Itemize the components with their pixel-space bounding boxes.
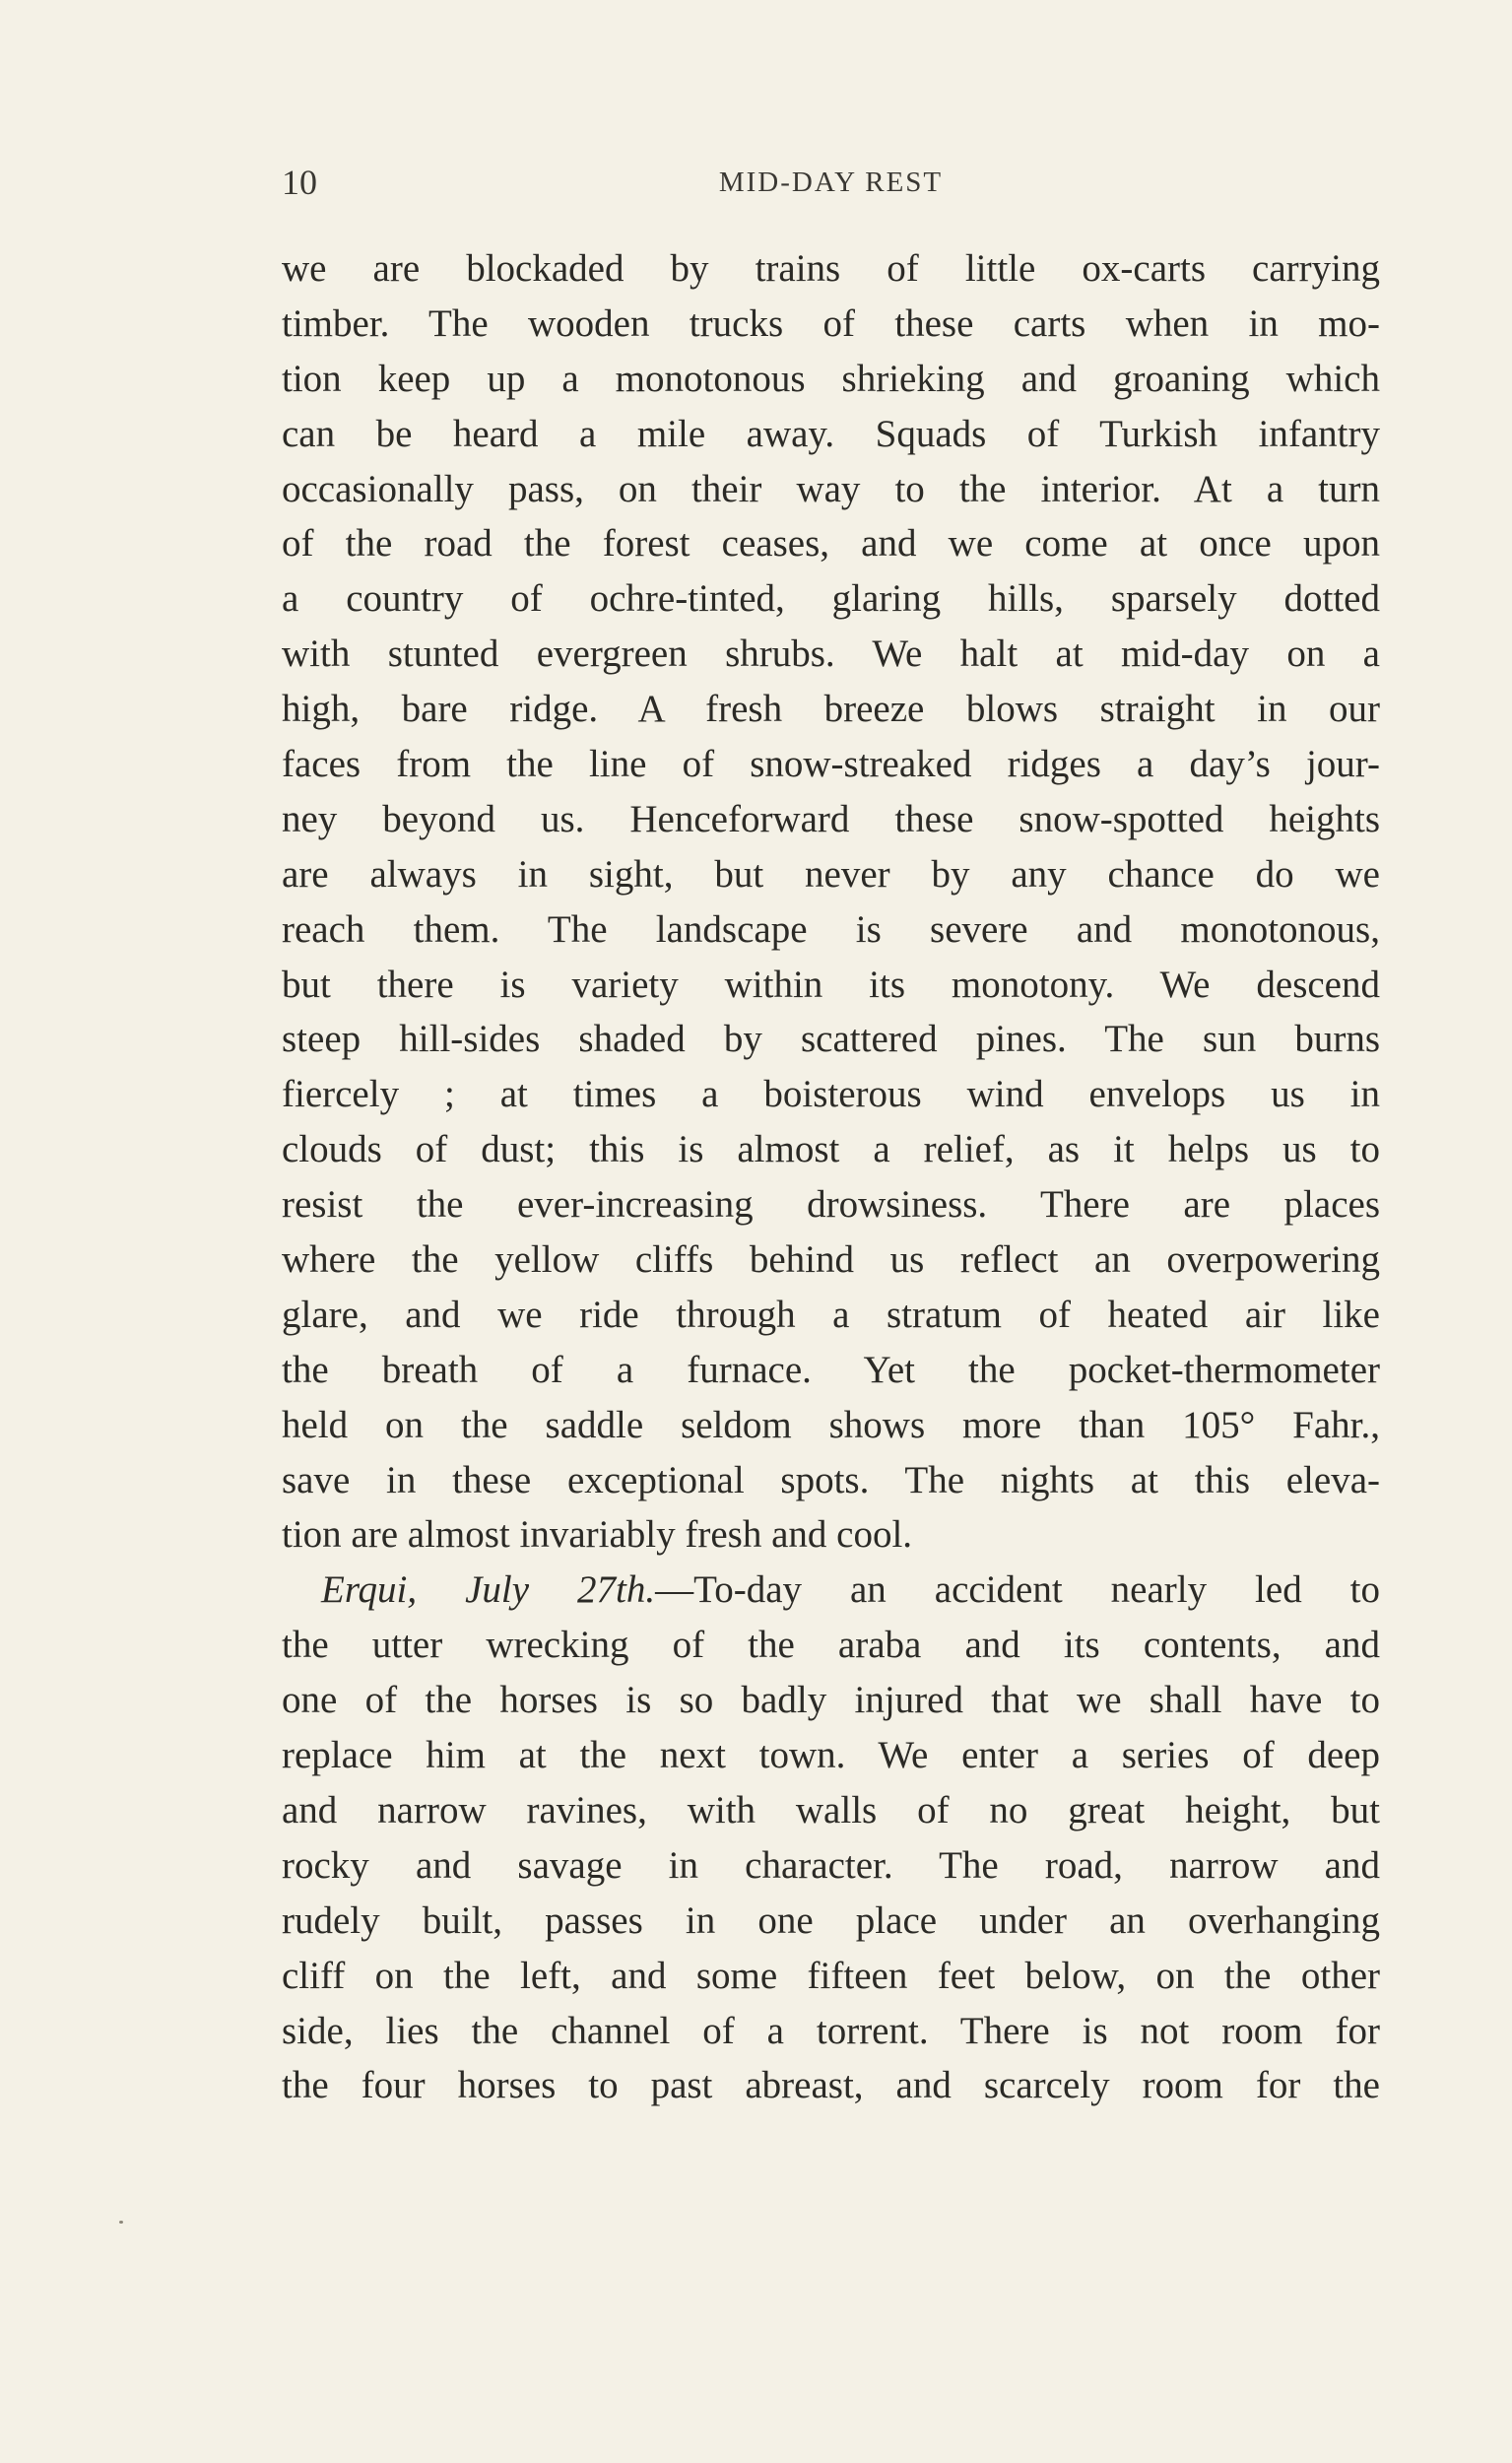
text-line: rocky and savage in character. The road, narrow and (282, 1843, 1380, 1887)
text-line: resist the ever-increasing drowsiness. There are places (282, 1183, 1380, 1227)
text-line: clouds of dust; this is almost a relief, as it helps us to (282, 1128, 1380, 1171)
paper-speck (119, 2221, 123, 2224)
text-line: can be heard a mile away. Squads of Turkish infantry (282, 412, 1380, 455)
text-line: side, lies the channel of a torrent. There is not room for (282, 2009, 1380, 2052)
diary-entry-line (282, 1563, 1380, 1618)
text-line: replace him at the next town. We enter a series of deep (282, 1734, 1380, 1777)
text-line: are always in sight, but never by any chance do we (282, 852, 1380, 896)
text-line: a country of ochre-tinted, glaring hills, sparsely dotted (282, 577, 1380, 621)
text-line: tion are almost invariably fresh and cool. (282, 1513, 913, 1557)
text-line: of the road the forest ceases, and we come at once upon (282, 522, 1380, 566)
text-line: timber. The wooden trucks of these carts when in mo- (282, 301, 1380, 345)
text-line: and narrow ravines, with walls of no great height, but (282, 1788, 1380, 1831)
text-line: tion keep up a monotonous shrieking and groaning which (282, 357, 1380, 400)
entry-date: July 27th. (465, 1568, 656, 1612)
text-line: ney beyond us. Henceforward these snow-spotted heights (282, 797, 1380, 840)
text-line: where the yellow cliffs behind us reflect an overpowering (282, 1238, 1380, 1282)
text-line: the breath of a furnace. Yet the pocket-thermometer (282, 1348, 1380, 1391)
page-number: 10 (282, 163, 317, 202)
text-line: rudely built, passes in one place under an overhanging (282, 1898, 1380, 1942)
text-line: faces from the line of snow-streaked ridges a day’s jour- (282, 743, 1380, 786)
text-line: held on the saddle seldom shows more than 105° Fahr., (282, 1403, 1380, 1446)
running-head: MID-DAY REST (718, 166, 944, 198)
page-header (282, 158, 1380, 207)
text-line: steep hill-sides shaded by scattered pines. The sun burns (282, 1018, 1380, 1061)
entry-first-line: —To-day an accident nearly led to (655, 1568, 1380, 1612)
text-line: the utter wrecking of the araba and its contents, and (282, 1624, 1380, 1667)
text-line: reach them. The landscape is severe and monotonous, (282, 907, 1380, 951)
text-line: fiercely ; at times a boisterous wind envelops us in (282, 1073, 1380, 1116)
text-line: save in these exceptional spots. The nights at this eleva- (282, 1458, 1380, 1501)
body-text (282, 241, 1380, 2113)
text-line: glare, and we ride through a stratum of heated air like (282, 1293, 1380, 1336)
entry-place: Erqui, (321, 1568, 418, 1612)
text-line: we are blockaded by trains of little ox-carts carrying (282, 247, 1380, 290)
text-line: one of the horses is so badly injured that we shall have to (282, 1679, 1380, 1722)
text-line: cliff on the left, and some fifteen feet below, on the other (282, 1954, 1380, 1997)
text-line: but there is variety within its monotony. We descend (282, 963, 1380, 1006)
text-line: occasionally pass, on their way to the interior. At a turn (282, 467, 1380, 510)
text-line: with stunted evergreen shrubs. We halt at mid-day on a (282, 632, 1380, 676)
text-line: the four horses to past abreast, and scarcely room for the (282, 2064, 1380, 2107)
text-line: high, bare ridge. A fresh breeze blows straight in our (282, 688, 1380, 731)
